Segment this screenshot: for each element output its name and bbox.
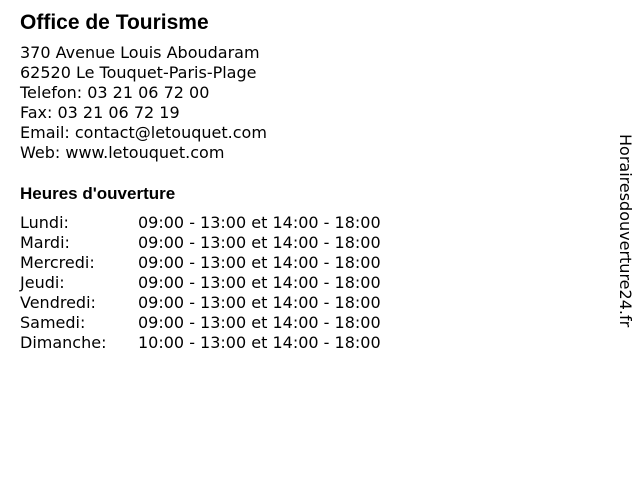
opening-hours-table (20, 213, 580, 353)
web-line: Web: www.letouquet.com (20, 143, 225, 162)
hours-day-label: Vendredi: (20, 293, 96, 312)
hours-row-tuesday (20, 233, 580, 253)
hours-day-label: Jeudi: (20, 273, 65, 292)
hours-row-monday (20, 213, 580, 233)
site-watermark-text: Horairesdouverture24.fr (616, 134, 635, 328)
hours-time-value: 09:00 - 13:00 et 14:00 - 18:00 (138, 293, 381, 312)
phone-line: Telefon: 03 21 06 72 00 (20, 83, 210, 102)
office-name: Office de Tourisme (20, 11, 209, 34)
address-line-street: 370 Avenue Louis Aboudaram (20, 43, 260, 62)
opening-hours-title: Heures d'ouverture (20, 184, 176, 203)
hours-time-value: 09:00 - 13:00 et 14:00 - 18:00 (138, 313, 381, 332)
hours-row-wednesday (20, 253, 580, 273)
hours-time-value: 09:00 - 13:00 et 14:00 - 18:00 (138, 213, 381, 232)
hours-time-value: 10:00 - 13:00 et 14:00 - 18:00 (138, 333, 381, 352)
email-line: Email: contact@letouquet.com (20, 123, 267, 142)
hours-day-label: Samedi: (20, 313, 86, 332)
hours-time-value: 09:00 - 13:00 et 14:00 - 18:00 (138, 253, 381, 272)
hours-row-thursday (20, 273, 580, 293)
hours-day-label: Lundi: (20, 213, 69, 232)
hours-row-friday (20, 293, 580, 313)
hours-time-value: 09:00 - 13:00 et 14:00 - 18:00 (138, 233, 381, 252)
fax-line: Fax: 03 21 06 72 19 (20, 103, 180, 122)
hours-day-label: Mercredi: (20, 253, 95, 272)
hours-day-label: Dimanche: (20, 333, 107, 352)
hours-row-sunday (20, 333, 580, 353)
hours-row-saturday (20, 313, 580, 333)
address-line-city: 62520 Le Touquet-Paris-Plage (20, 63, 257, 82)
hours-time-value: 09:00 - 13:00 et 14:00 - 18:00 (138, 273, 381, 292)
office-card (20, 10, 580, 353)
hours-day-label: Mardi: (20, 233, 70, 252)
